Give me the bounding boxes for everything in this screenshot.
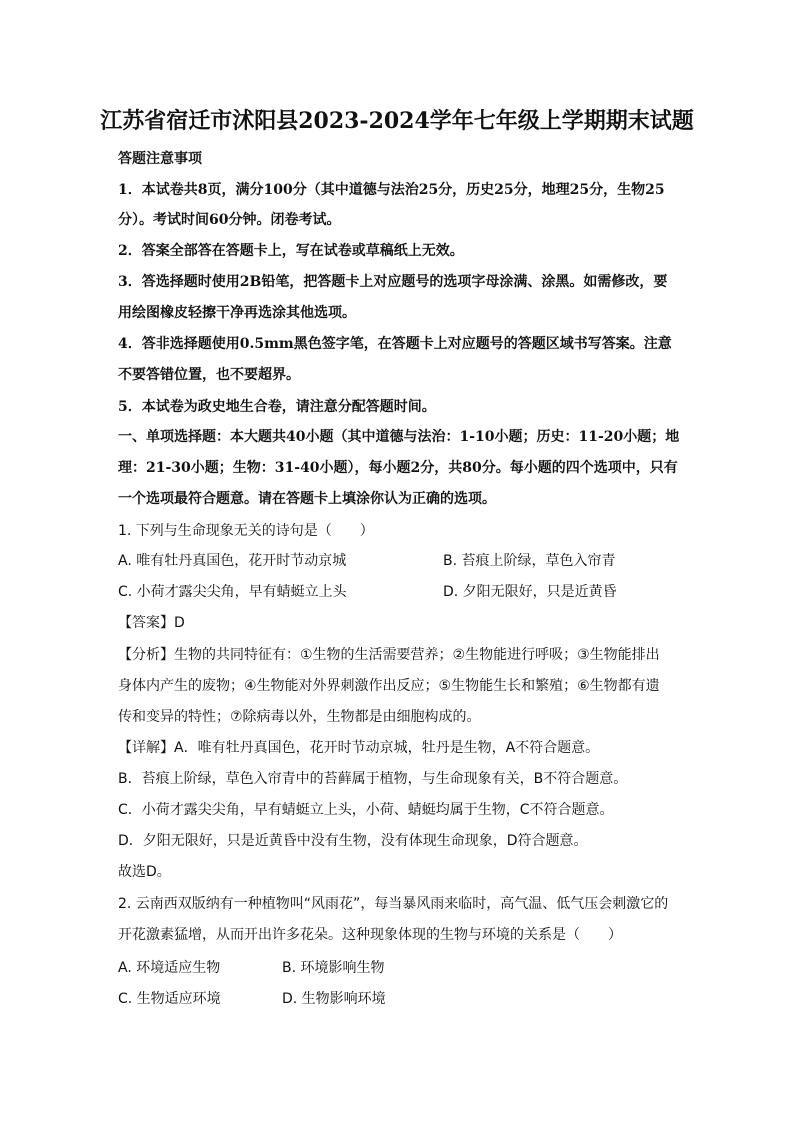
question-1-detail-line: 【详解】A．唯有牡丹真国色，花开时节动京城，牡丹是生物，A不符合题意。: [118, 740, 600, 756]
question-1-option-c: C. 小荷才露尖尖角，早有蜻蜓立上头: [118, 584, 347, 600]
question-1-analysis-line: 传和变异的特性；⑦除病毒以外，生物都是由细胞构成的。: [118, 709, 481, 725]
section-heading-line: 一个选项最符合题意。请在答题卡上填涂你认为正确的选项。: [118, 491, 496, 507]
section-heading-line: 一、单项选择题：本大题共40小题（其中道德与法治：1-10小题；历史：11-20小题；地: [118, 429, 680, 445]
question-1-conclusion: 故选D。: [118, 864, 171, 880]
question-2-option-b: B. 环境影响生物: [282, 960, 385, 976]
question-1-detail-line: B．苔痕上阶绿，草色入帘青中的苔藓属于植物，与生命现象有关，B不符合题意。: [118, 771, 628, 787]
question-1-answer: 【答案】D: [118, 615, 185, 631]
question-1-option-d: D. 夕阳无限好，只是近黄昏: [443, 584, 617, 600]
question-2-option-c: C. 生物适应环境: [118, 991, 221, 1007]
notice-line: 不要答错位置，也不要超界。: [118, 367, 300, 383]
notice-line: 5．本试卷为政史地生合卷，请注意分配答题时间。: [118, 399, 436, 415]
question-1-analysis-line: 【分析】生物的共同特征有：①生物的生活需要营养；②生物能进行呼吸；③生物能排出: [118, 647, 660, 663]
question-2-stem-line: 2. 云南西双版纳有一种植物叫“风雨花”，每当暴风雨来临时，高气温、低气压会刺激它的: [118, 896, 669, 912]
question-1-option-a: A. 唯有牡丹真国色，花开时节动京城: [118, 553, 347, 569]
page-title: 江苏省宿迁市沭阳县2023-2024学年七年级上学期期末试题: [100, 108, 694, 134]
notice-line: 1．本试卷共8页，满分100分（其中道德与法治25分，历史25分，地理25分，生物25: [118, 182, 665, 198]
question-1-option-b: B. 苔痕上阶绿，草色入帘青: [443, 553, 616, 569]
question-2-option-a: A. 环境适应生物: [118, 960, 221, 976]
notice-line: 2．答案全部答在答题卡上，写在试卷或草稿纸上无效。: [118, 243, 464, 259]
notice-line: 用绘图橡皮轻擦干净再选涂其他选项。: [118, 305, 356, 321]
question-1-detail-line: C．小荷才露尖尖角，早有蜻蜓立上头，小荷、蜻蜓均属于生物，C不符合题意。: [118, 802, 614, 818]
notice-line: 3．答选择题时使用2B铅笔，把答题卡上对应题号的选项字母涂满、涂黑。如需修改，要: [118, 274, 668, 290]
question-1-detail-line: D．夕阳无限好，只是近黄昏中没有生物，没有体现生命现象，D符合题意。: [118, 833, 588, 849]
notice-line: 分）。考试时间60分钟。闭卷考试。: [118, 212, 341, 228]
notice-line: 4．答非选择题使用0.5mm黑色签字笔，在答题卡上对应题号的答题区域书写答案。注意: [118, 336, 672, 352]
question-1-analysis-line: 身体内产生的废物；④生物能对外界刺激作出反应；⑤生物能生长和繁殖；⑥生物都有遗: [118, 678, 660, 694]
notice-heading: 答题注意事项: [118, 151, 202, 167]
section-heading-line: 理：21-30小题；生物：31-40小题），每小题2分，共80分。每小题的四个选项中，只有: [118, 460, 678, 476]
question-2-stem-line: 开花激素猛增，从而开出许多花朵。这种现象体现的生物与环境的关系是（ ）: [118, 927, 622, 943]
question-1-stem: 1. 下列与生命现象无关的诗句是（ ）: [118, 523, 374, 539]
question-2-option-d: D. 生物影响环境: [282, 991, 386, 1007]
